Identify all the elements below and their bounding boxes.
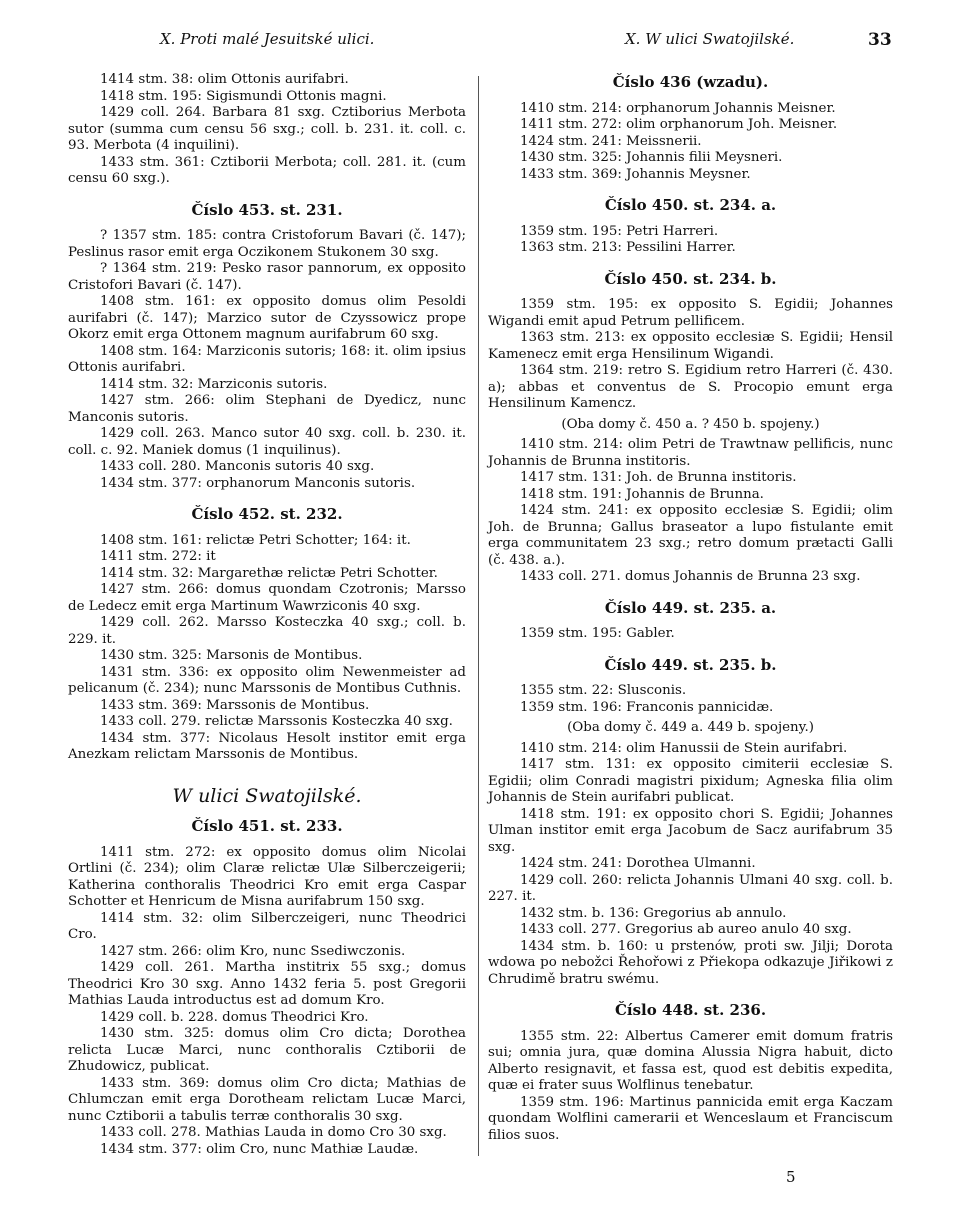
entry: 1408 stm. 161: relictæ Petri Schotter; 164: it.: [100, 532, 411, 548]
section-heading-451: Číslo 451. st. 233.: [191, 817, 343, 835]
entry: 1433 stm. 369: Marssonis de Montibus.: [100, 697, 370, 713]
entry: 1364 stm. 219: retro S. Egidium retro Harreri (č. 430. a); abbas et conventus de S. Procopio emunt erga Hensilinum Kamencz.: [488, 363, 893, 411]
street-title: W ulici Swatojilské.: [172, 784, 362, 807]
entry: 1434 stm. 377: olim Cro, nunc Mathiæ Laudæ.: [100, 1141, 419, 1157]
merge-note-449: (Oba domy č. 449 a. 449 b. spojeny.): [567, 720, 814, 735]
entry: 1430 stm. 325: Johannis filii Meysneri.: [520, 150, 783, 165]
entry: 1427 stm. 266: domus quondam Czotronis; Marsso de Ledecz emit erga Martinum Wawrziconis 40 sxg.: [68, 582, 466, 614]
left-column: [68, 72, 466, 1158]
merge-note-450: (Oba domy č. 450 a. ? 450 b. spojeny.): [561, 416, 820, 432]
entry: 1417 stm. 131: ex opposito cimiterii ecclesiæ S. Egidii; olim Conradi magistri pixidum; Agneska filia olim Johannis de Stein aurifabri publicat.: [488, 757, 893, 805]
entry: 1355 stm. 22: Slusconis.: [520, 683, 687, 698]
section-heading-453: Číslo 453. st. 231.: [191, 200, 343, 219]
right-column: [488, 72, 893, 1144]
entry: 1429 coll. 261. Martha institrix 55 sxg.; domus Theodrici Kro 30 sxg. Anno 1432 feria 5. post Gregorii Mathias Lauda introductus est ad domum Kro.: [68, 960, 466, 1008]
entry: 1433 coll. 278. Mathias Lauda in domo Cro 30 sxg.: [100, 1125, 447, 1140]
entry: 1359 stm. 196: Franconis pannicidæ.: [520, 699, 774, 715]
entry: 1424 stm. 241: ex opposito ecclesiæ S. Egidii; olim Joh. de Brunna; Gallus braseator a lupo fistulante emit erga communitatem 23 sxg.; retro domum prætacti Galli (č. 438. a.).: [488, 503, 893, 568]
section-heading-448: Číslo 448. st. 236.: [614, 1001, 767, 1019]
entry: 1424 stm. 241: Dorothea Ulmanni.: [520, 856, 756, 871]
entry: 1429 coll. 264. Barbara 81 sxg. Cztiborius Merbota sutor (summa cum censu 56 sxg.; coll. b. 231. it. coll. c. 93. Merbota (4 inquilini).: [68, 105, 466, 153]
section-heading-436: Číslo 436 (wzadu).: [612, 73, 769, 91]
entries-block: [488, 224, 893, 257]
entry: 1429 coll. 262. Marsso Kosteczka 40 sxg.; coll. b. 229. it.: [68, 615, 466, 647]
entry: 1427 stm. 266: olim Stephani de Dyedicz, nunc Manconis sutoris.: [68, 393, 466, 425]
entry: 1424 stm. 241: Meissnerii.: [520, 133, 702, 149]
entry: 1434 stm. 377: Nicolaus Hesolt institor emit erga Anezkam relictam Marssonis de Montibus.: [68, 730, 466, 762]
entry: 1430 stm. 325: domus olim Cro dicta; Dorothea relicta Lucæ Marci, nunc conthoralis Cztiborii de Zhudowicz, publicat.: [68, 1026, 466, 1074]
entry: ? 1364 stm. 219: Pesko rasor pannorum, ex opposito Cristofori Bavari (č. 147).: [68, 261, 466, 293]
entry: 1359 stm. 196: Martinus pannicida emit erga Kaczam quondam Wolflini camerarii et Wenceslaum et Franciscum filios suos.: [488, 1094, 893, 1143]
entry: 1408 stm. 161: ex opposito domus olim Pesoldi aurifabri (č. 147); Marzico sutor de Czyssowicz prope Okorz emit erga Ottonem magnum aurifabrum 60 sxg.: [68, 294, 466, 342]
entry: 1418 stm. 195: Sigismundi Ottonis magni.: [100, 88, 387, 104]
entries-block: [488, 683, 893, 716]
entry: 1433 stm. 369: domus olim Cro dicta; Mathias de Chlumczan emit erga Dorotheam relictam Lucæ Marci, nunc Cztiborii a tabulis terræ conthoralis 30 sxg.: [68, 1075, 466, 1124]
entry: 1410 stm. 214: olim Hanussii de Stein aurifabri.: [520, 740, 848, 756]
section-heading-450a: Číslo 450. st. 234. a.: [604, 196, 777, 214]
entries-block: [68, 72, 466, 188]
entry: 1433 stm. 369: Johannis Meysner.: [520, 166, 751, 182]
entry: 1431 stm. 336: ex opposito olim Newenmeister ad pelicanum (č. 234); nunc Marssonis de Montibus Cuthnis.: [68, 664, 466, 696]
entry: 1411 stm. 272: olim orphanorum Joh. Meisner.: [520, 117, 838, 132]
entry: 1363 stm. 213: ex opposito ecclesiæ S. Egidii; Hensil Kamenecz emit erga Hensilinum Wigandi.: [488, 330, 893, 362]
entry: 1411 stm. 272: ex opposito domus olim Nicolai Ortlini (č. 234); olim Claræ relictæ Ulæ Silberczeigerii; Katherina conthoralis Theodrici Kro emit erga Caspar Schotter et Henricum de Misna aurifabrum 150 sxg.: [68, 844, 466, 909]
entry: 1410 stm. 214: olim Petri de Trawtnaw pellificis, nunc Johannis de Brunna institoris.: [488, 437, 893, 469]
entry: 1359 stm. 195: Petri Harreri.: [520, 223, 719, 239]
entry: 1411 stm. 272: it: [100, 549, 216, 564]
entry: 1359 stm. 195: ex opposito S. Egidii; Johannes Wigandi emit apud Petrum pellificem.: [488, 297, 893, 329]
entry: 1408 stm. 164: Marziconis sutoris; 168: it. olim ipsius Ottonis aurifabri.: [68, 343, 467, 375]
entry: 1429 coll. b. 228. domus Theodrici Kro.: [100, 1009, 369, 1025]
entry: 1433 coll. 279. relictæ Marssonis Kosteczka 40 sxg.: [100, 714, 453, 729]
section-heading-452: Číslo 452. st. 232.: [191, 505, 343, 523]
running-header-left: X. Proti malé Jesuitské ulici.: [160, 30, 375, 48]
entry: ? 1357 stm. 185: contra Cristoforum Bavari (č. 147); Peslinus rasor emit erga Oczikonem Stukonem 30 sxg.: [68, 228, 466, 260]
entries-block: [68, 228, 466, 492]
entry: 1432 stm. b. 136: Gregorius ab annulo.: [520, 905, 787, 921]
entry: 1433 coll. 277. Gregorius ab aureo anulo 40 sxg.: [520, 922, 852, 937]
entry: 1414 stm. 32: olim Silberczeigeri, nunc Theodrici Cro.: [68, 910, 466, 942]
entries-block: [68, 845, 466, 1159]
signature-mark: 5: [786, 1168, 796, 1186]
entry: 1414 stm. 32: Marziconis sutoris.: [100, 376, 328, 392]
entries-block: [488, 741, 893, 989]
entries-block: [68, 533, 466, 764]
entries-block: [488, 297, 893, 413]
entry: 1355 stm. 22: Albertus Camerer emit domum fratris sui; omnia jura, quæ domina Alussia Nigra habuit, dicto Alberto resignavit, et fassa est, quod est debitis expedita, quæ ei frater suus Wolflinus tenebatur.: [488, 1028, 893, 1093]
entry: 1433 coll. 280. Manconis sutoris 40 sxg.: [100, 459, 375, 474]
entry: 1417 stm. 131: Joh. de Brunna institoris.: [520, 470, 797, 485]
entry: 1418 stm. 191: ex opposito chori S. Egidii; Johannes Ulman institor emit erga Jacobum de Sacz aurifabrum 35 sxg.: [488, 806, 893, 855]
entry: 1430 stm. 325: Marsonis de Montibus.: [100, 648, 363, 663]
entry: 1434 stm. 377: orphanorum Manconis sutoris.: [100, 475, 416, 491]
entry: 1359 stm. 195: Gabler.: [520, 626, 675, 641]
entry: 1429 coll. 260: relicta Johannis Ulmani 40 sxg. coll. b. 227. it.: [488, 872, 893, 904]
entry: 1434 stm. b. 160: u prstenów, proti sw. Jilji; Dorota wdowa po nebožci Řehořowi z Přiekopa odkazuje Jiřikowi z Chrudimě bratru swému.: [488, 938, 893, 987]
page-number: 33: [868, 30, 892, 50]
entries-block: [488, 626, 893, 643]
entry: 1418 stm. 191: Johannis de Brunna.: [520, 486, 764, 502]
entries-block: [488, 437, 893, 586]
section-heading-449a: Číslo 449. st. 235. a.: [604, 598, 777, 617]
entry: 1414 stm. 38: olim Ottonis aurifabri.: [100, 72, 349, 87]
entry: 1410 stm. 214: orphanorum Johannis Meisner.: [520, 100, 836, 116]
entry: 1363 stm. 213: Pessilini Harrer.: [520, 240, 736, 255]
entries-block: [488, 101, 893, 184]
entries-block: [488, 1029, 893, 1145]
entry: 1433 coll. 271. domus Johannis de Brunna 23 sxg.: [520, 569, 861, 584]
section-heading-449b: Číslo 449. st. 235. b.: [604, 655, 777, 674]
entry: 1427 stm. 266: olim Kro, nunc Ssediwczonis.: [100, 943, 406, 959]
entry: 1433 stm. 361: Cztiborii Merbota; coll. 281. it. (cum censu 60 sxg.).: [68, 154, 466, 186]
section-heading-450b: Číslo 450. st. 234. b.: [604, 269, 777, 288]
entry: 1414 stm. 32: Margarethæ relictæ Petri Schotter.: [100, 565, 438, 581]
column-divider: [478, 76, 479, 1156]
entry: 1429 coll. 263. Manco sutor 40 sxg. coll. b. 230. it. coll. c. 92. Maniek domus (1 inquilinus).: [68, 426, 466, 458]
running-header-right: X. W ulici Swatojilské.: [625, 30, 795, 48]
